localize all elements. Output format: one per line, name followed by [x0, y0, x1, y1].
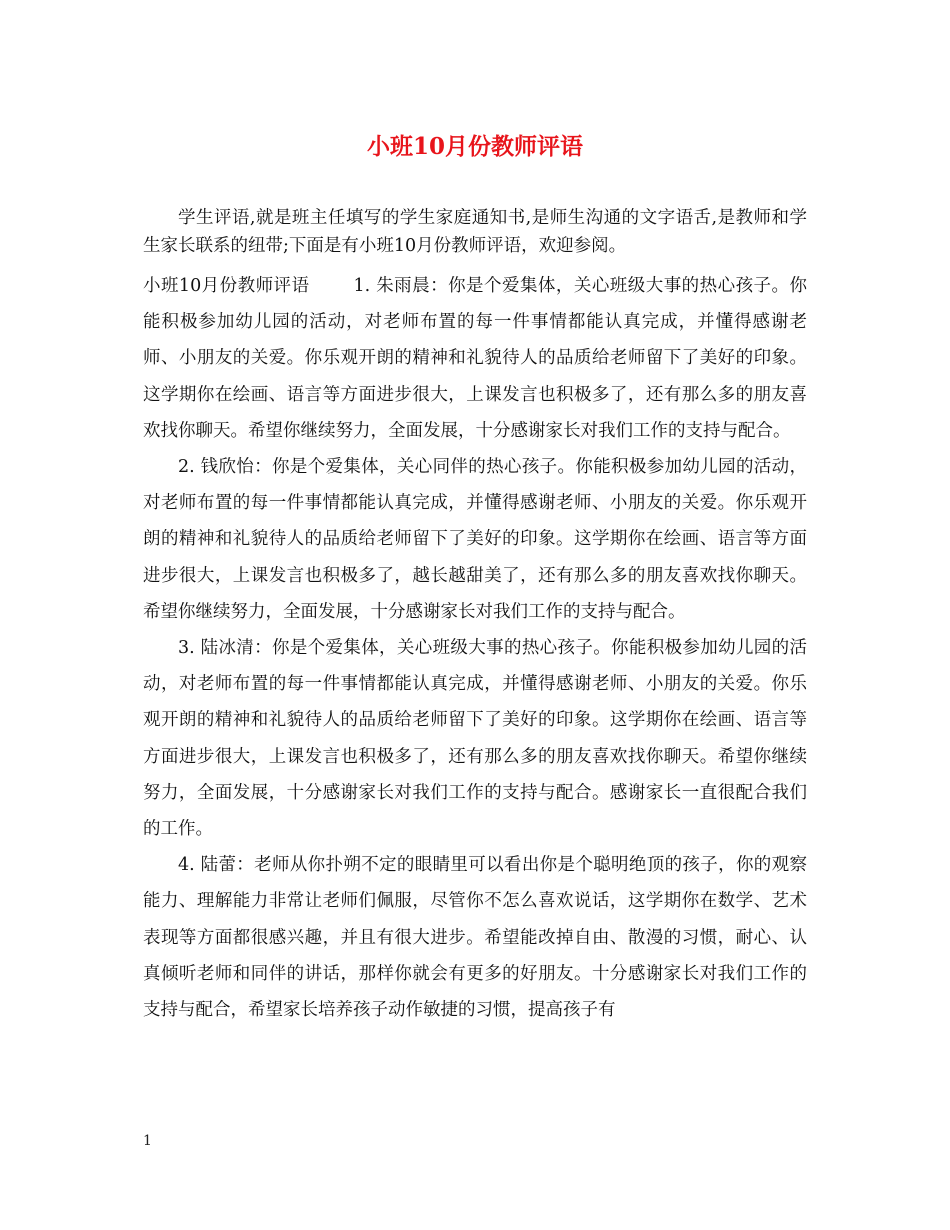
comment-text-1: 1. 朱雨晨：你是个爱集体，关心班级大事的热心孩子。你能积极参加幼儿园的活动，对老师布置的每一件事情都能认真完成，并懂得感谢老师、小朋友的关爱。你乐观开朗的精神和礼貌待人的品质给老师留下了美好的印象。这学期你在绘画、语言等方面进步很大，上课发言也积极多了，还有那么多的朋友喜欢找你聊天。希望你继续努力，全面发展，十分感谢家长对我们工作的支持与配合。: [143, 276, 807, 441]
comment-paragraph-2: 2. 钱欣怡：你是个爱集体，关心同伴的热心孩子。你能积极参加幼儿园的活动，对老师布置的每一件事情都能认真完成，并懂得感谢老师、小朋友的关爱。你乐观开朗的精神和礼貌待人的品质给老师留下了美好的印象。这学期你在绘画、语言等方面进步很大，上课发言也积极多了，越长越甜美了，还有那么多的朋友喜欢找你聊天。希望你继续努力，全面发展，十分感谢家长对我们工作的支持与配合。: [143, 457, 807, 622]
page-number: 1: [143, 1133, 152, 1149]
document-body: [143, 204, 807, 1028]
comment-paragraph-4: 4. 陆蕾：老师从你扑朔不定的眼睛里可以看出你是个聪明绝顶的孩子，你的观察能力、理解能力非常让老师们佩服，尽管你不怎么喜欢说话，这学期你在数学、艺术表现等方面都很感兴趣，并且有很大进步。希望能改掉自由、散漫的习惯，耐心、认真倾听老师和同伴的讲话，那样你就会有更多的好朋友。十分感谢家长对我们工作的支持与配合，希望家长培养孩子动作敏捷的习惯，提高孩子有: [143, 855, 807, 1021]
comment-paragraph-3: 3. 陆冰清：你是个爱集体，关心班级大事的热心孩子。你能积极参加幼儿园的活动，对老师布置的每一件事情都能认真完成，并懂得感谢老师、小朋友的关爱。你乐观开朗的精神和礼貌待人的品质给老师留下了美好的印象。这学期你在绘画、语言等方面进步很大，上课发言也积极多了，还有那么多的朋友喜欢找你聊天。希望你继续努力，全面发展，十分感谢家长对我们工作的支持与配合。感谢家长一直很配合我们的工作。: [143, 638, 807, 840]
page-title: 小班10月份教师评语: [366, 133, 583, 160]
section-heading: 小班10月份教师评语: [143, 276, 310, 296]
comment-paragraph-1: [143, 268, 807, 449]
intro-paragraph: 学生评语,就是班主任填写的学生家庭通知书,是师生沟通的文字语舌,是教师和学生家长联系的纽带;下面是有小班10月份教师评语，欢迎参阅。: [143, 208, 807, 256]
